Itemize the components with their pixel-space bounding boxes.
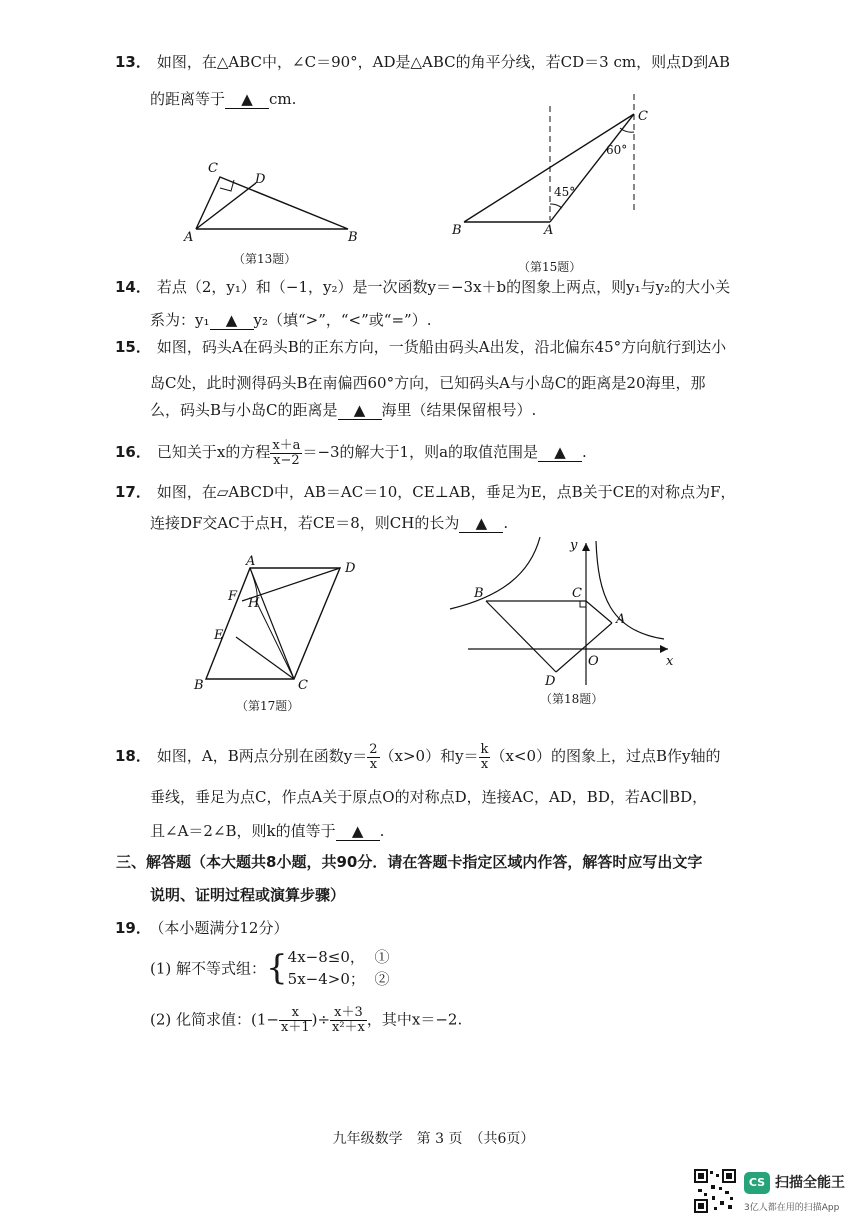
inequality-2: 5x−4>0； <box>287 970 365 988</box>
question-18-line3 <box>150 820 384 841</box>
question-19-part1 <box>150 946 389 990</box>
question-text: 如图，码头A在码头B的正东方向，一货船由码头A出发，沿北偏东45°方向航行到达小 <box>156 338 727 356</box>
camscanner-tagline: 3亿人都在用的扫描App <box>744 1203 840 1213</box>
question-text: ＝−3的解大于1，则a的取值范围是 <box>302 443 539 461</box>
label-C: C <box>208 161 218 176</box>
question-19-part2: (2) 化简求值：(1− $\frac{x}{x+1}$ )÷ $\frac{x+3}{\text{x²＋x}}$ ，其中x＝−2. <box>150 1005 463 1035</box>
question-15-line3 <box>150 399 536 420</box>
question-text: 海里（结果保留根号）. <box>381 401 537 419</box>
figure-13 <box>170 150 370 245</box>
question-text: 且∠A＝2∠B，则k的值等于 <box>150 822 336 840</box>
question-text: （x<0）的图象上，过点B作y轴的 <box>490 747 721 765</box>
answer-blank: ▲ <box>338 401 382 420</box>
camscanner-logo: CS <box>744 1172 770 1194</box>
question-text: . <box>503 514 509 532</box>
label-E: E <box>214 628 224 643</box>
section-heading-line2: 说明、证明过程或演算步骤） <box>150 886 346 904</box>
question-text: 系为：y₁ <box>150 311 210 329</box>
function-fraction-2: $\frac{k}{x}$ <box>480 741 489 772</box>
label-A: A <box>616 612 626 627</box>
angle-60: 60° <box>606 143 628 157</box>
question-text: 如图，A，B两点分别在函数y＝ <box>156 747 368 765</box>
figure-17 <box>190 555 370 695</box>
label-F: F <box>228 589 238 604</box>
label-D: D <box>255 172 266 187</box>
label-D: D <box>545 674 556 689</box>
question-17 <box>115 476 736 509</box>
part-label: (2) 化简求值：(1− <box>150 1010 279 1029</box>
answer-blank: ▲ <box>225 90 269 109</box>
question-17-line2 <box>150 512 508 533</box>
inequality-system: 4x−8≤0， ① 5x−4>0； ② <box>287 948 390 988</box>
label-H: H <box>248 596 260 611</box>
question-18-line2: 垂线，垂足为点C，作点A关于原点O的对称点D，连接AC，AD，BD，若AC∥BD， <box>150 788 708 806</box>
question-text: 的距离等于 <box>150 90 226 108</box>
figure-18-caption: （第18题） <box>540 692 604 706</box>
question-number: 15． <box>115 338 151 356</box>
question-title: （本小题满分12分） <box>156 919 289 937</box>
question-number: 13． <box>115 53 151 71</box>
qr-code-icon <box>694 1169 736 1213</box>
inequality-1: 4x−8≤0， <box>287 948 365 966</box>
figure-18 <box>440 535 680 690</box>
question-text: （x>0）和y＝ <box>379 747 479 765</box>
label-C: C <box>298 678 308 693</box>
label-B: B <box>194 678 204 693</box>
equation-fraction: $\frac{x+a}{x-2}$ <box>272 437 301 468</box>
question-text: 连接DF交AC于点H，若CE＝8，则CH的长为 <box>150 514 460 532</box>
section-heading: 三、解答题（本大题共8小题，共90分．请在答题卡指定区域内作答，解答时应写出文字 <box>116 853 703 871</box>
question-19 <box>115 912 288 945</box>
question-number: 16． <box>115 443 151 461</box>
label-A: A <box>544 223 554 238</box>
question-number: 19． <box>115 919 151 937</box>
question-text: 么，码头B与小岛C的距离是 <box>150 401 338 419</box>
question-13-line2 <box>150 88 296 109</box>
expression-fraction-2: $\frac{x+3}{\text{x²＋x}}$ <box>332 1005 365 1035</box>
question-13 <box>115 46 730 79</box>
axis-y-label: y <box>570 538 578 553</box>
label-B: B <box>452 223 462 238</box>
part-label: (1) 解不等式组： <box>150 959 267 978</box>
question-15-line2: 岛C处，此时测得码头B在南偏西60°方向，已知码头A与小岛C的距离是20海里，那 <box>150 374 706 392</box>
question-text: cm. <box>269 90 297 108</box>
answer-blank: ▲ <box>336 822 380 841</box>
brace: { <box>266 948 288 988</box>
function-fraction-1: $\frac{2}{x}$ <box>369 741 378 772</box>
label-C: C <box>572 586 582 601</box>
label-D: D <box>345 561 356 576</box>
question-number: 18． <box>115 747 151 765</box>
question-text: 如图，在△ABC中，∠C＝90°，AD是△ABC的角平分线，若CD＝3 cm，则点D到AB <box>156 53 730 71</box>
question-text: 已知关于x的方程 <box>156 443 271 461</box>
figure-13-caption: （第13题） <box>233 252 297 266</box>
page-footer: 九年级数学 第 3 页 （共6页） <box>332 1131 535 1147</box>
question-14-line2 <box>150 309 431 330</box>
question-text: . <box>379 822 385 840</box>
answer-blank: ▲ <box>538 443 582 462</box>
figure-17-caption: （第17题） <box>236 699 300 713</box>
question-number: 17． <box>115 483 151 501</box>
label-B: B <box>474 586 484 601</box>
label-A: A <box>184 230 194 245</box>
label-O: O <box>588 654 599 669</box>
angle-45: 45° <box>554 185 576 199</box>
label-C: C <box>638 109 648 124</box>
camscanner-title: 扫描全能王 <box>775 1175 845 1191</box>
question-text: 若点（2，y₁）和（−1，y₂）是一次函数y＝−3x＋b的图象上两点，则y₁与y₂的大小关 <box>156 278 731 296</box>
figure-15 <box>450 92 660 252</box>
figure-15-caption: （第15题） <box>518 260 582 274</box>
question-14 <box>115 271 730 304</box>
axis-x-label: x <box>666 654 674 669</box>
question-text: 如图，在▱ABCD中，AB＝AC＝10，CE⊥AB，垂足为E，点B关于CE的对称点为F， <box>156 483 736 501</box>
question-text: y₂（填“>”，“<”或“=”）. <box>253 311 432 329</box>
question-15 <box>115 331 726 364</box>
question-text: ，其中x＝−2. <box>366 1010 463 1029</box>
question-number: 14． <box>115 278 151 296</box>
question-16: 16． 已知关于x的方程 $\frac{x+a}{x-2}$ ＝−3的解大于1，则a的取值范围是 ▲ . <box>115 437 587 468</box>
expression-fraction-1: $\frac{x}{x+1}$ <box>280 1005 310 1035</box>
answer-blank: ▲ <box>459 514 503 533</box>
label-A: A <box>246 555 256 569</box>
label-B: B <box>348 230 358 245</box>
answer-blank: ▲ <box>210 311 254 330</box>
question-18 <box>115 740 721 773</box>
